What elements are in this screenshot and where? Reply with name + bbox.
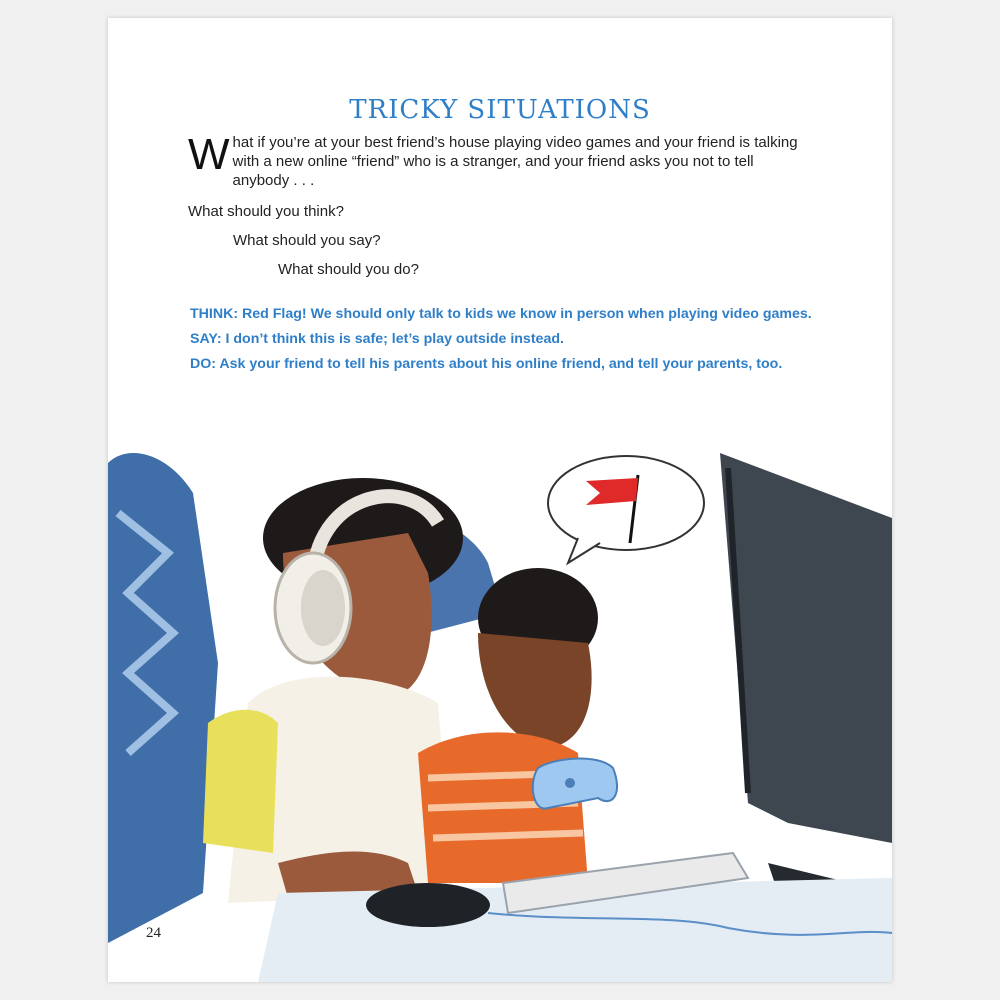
older-boy: [203, 478, 463, 903]
speech-bubble-icon: [548, 456, 704, 563]
book-page: [108, 18, 892, 982]
intro-text: hat if you’re at your best friend’s house playing video games and your friend is talking with a new online “friend” who is a stranger, and your friend asks you not to tell anybody . . .: [232, 134, 798, 189]
mouse: [366, 883, 490, 927]
kids-gaming-illustration: [108, 423, 892, 982]
computer-monitor: [720, 453, 892, 943]
answer-do: DO: Ask your friend to tell his parents about his online friend, and tell your parents, too.: [190, 356, 783, 372]
answer-think: THINK: Red Flag! We should only talk to kids we know in person when playing video games.: [190, 306, 812, 322]
drop-cap: W: [188, 130, 230, 179]
answers-block: [190, 302, 820, 377]
question-say: What should you say?: [233, 232, 381, 249]
game-controller: [533, 759, 617, 809]
intro-paragraph: [188, 130, 808, 190]
page-number: 24: [146, 925, 161, 941]
answer-say: SAY: I don’t think this is safe; let’s play outside instead.: [190, 331, 564, 347]
page-title: TRICKY SITUATIONS: [349, 95, 651, 125]
question-think: What should you think?: [188, 203, 344, 220]
question-do: What should you do?: [278, 261, 419, 278]
